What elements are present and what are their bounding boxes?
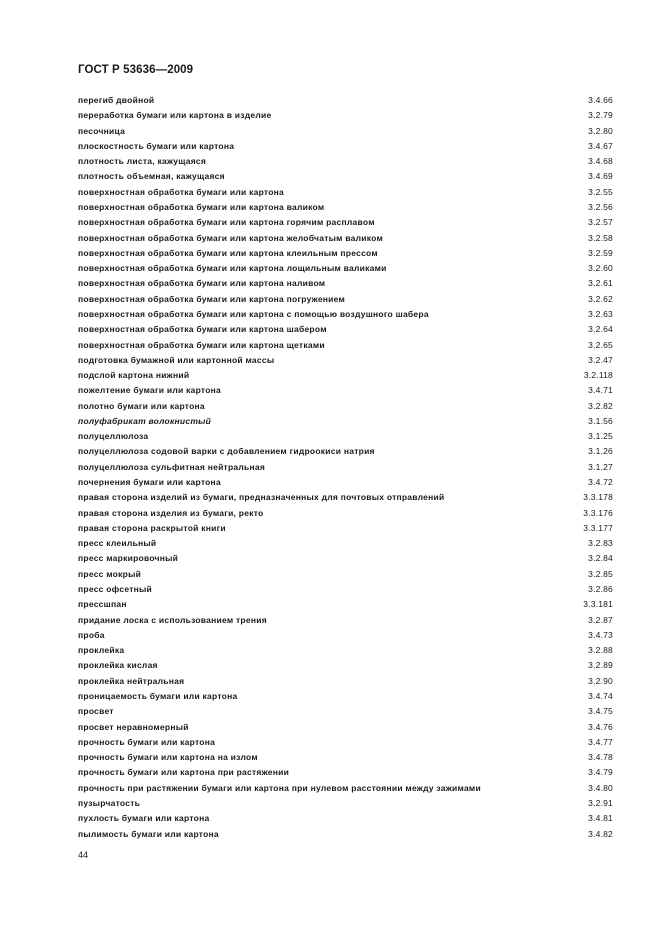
index-entry	[78, 368, 613, 383]
index-code: 3.2.79	[588, 110, 613, 121]
index-code: 3.2.91	[588, 797, 613, 808]
index-entry	[78, 246, 613, 261]
index-code: 3.2.89	[588, 660, 613, 671]
index-code: 3.1.56	[588, 415, 613, 426]
index-entry	[78, 154, 613, 169]
index-code: 3.3.177	[583, 522, 613, 533]
index-term: правая сторона изделия из бумаги, ректо	[78, 507, 264, 518]
index-code: 3.2.86	[588, 584, 613, 594]
index-entry	[78, 506, 613, 521]
index-entry	[78, 383, 613, 398]
index-code: 3.2.64	[588, 324, 613, 335]
index-term: пухлость бумаги или картона	[78, 813, 210, 824]
index-entry	[78, 414, 613, 429]
index-code: 3.4.78	[588, 752, 613, 763]
index-term: поверхностная обработка бумаги или картона валиком	[78, 201, 325, 212]
index-term: плоскостность бумаги или картона	[78, 140, 235, 151]
index-entry	[78, 475, 613, 490]
index-term: пожелтение бумаги или картона	[78, 385, 222, 396]
index-term: поверхностная обработка бумаги или картона с помощью воздушного шабера	[78, 308, 429, 319]
index-code: 3.4.82	[588, 828, 613, 839]
index-term: полуцеллюлоза	[78, 431, 149, 442]
index-term: полуцеллюлоза содовой варки с добавлением гидроокиси натрия	[78, 446, 375, 457]
index-entry	[78, 750, 613, 765]
index-term: придание лоска с использованием трения	[78, 614, 267, 625]
index-code: 3.4.73	[588, 629, 613, 640]
index-code: 3.4.66	[588, 95, 613, 105]
index-term: поверхностная обработка бумаги или картона горячим расплавом	[78, 217, 375, 228]
index-entry	[78, 460, 613, 475]
index-code: 3.2.118	[583, 370, 613, 381]
index-entry	[78, 536, 613, 551]
index-term: плотность объемная, кажущаяся	[78, 171, 225, 182]
index-code: 3.2.58	[588, 232, 613, 243]
index-code: 3.4.72	[588, 477, 613, 488]
index-code: 3.2.80	[588, 125, 613, 136]
index-code: 3.2.90	[588, 675, 613, 686]
index-term: пресс мокрый	[78, 568, 142, 579]
index-term: проклейка	[78, 645, 125, 656]
index-entry	[78, 490, 613, 505]
index-term: правая сторона раскрытой книги	[78, 522, 226, 533]
index-term: правая сторона изделий из бумаги, предназначенных для почтовых отправлений	[78, 492, 445, 503]
index-term: песочница	[78, 125, 126, 136]
index-code: 3.2.82	[588, 400, 613, 411]
index-entry	[78, 307, 613, 322]
index-code: 3.2.57	[588, 217, 613, 228]
index-term: пылимость бумаги или картона	[78, 828, 219, 839]
index-entry	[78, 338, 613, 353]
index-entry	[78, 322, 613, 337]
index-term: прочность при растяжении бумаги или картона при нулевом расстоянии между зажимами	[78, 782, 481, 793]
index-entry	[78, 781, 613, 796]
index-code: 3.4.81	[588, 813, 613, 824]
index-term: просвет	[78, 706, 114, 717]
index-entry	[78, 827, 613, 842]
index-code: 3.2.47	[588, 354, 613, 365]
index-term: поверхностная обработка бумаги или картона шабером	[78, 324, 327, 335]
index-code: 3.4.76	[588, 721, 613, 732]
index-term: поверхностная обработка бумаги или картона лощильным валиками	[78, 263, 387, 274]
index-term: проклейка нейтральная	[78, 675, 185, 686]
index-entry	[78, 215, 613, 230]
index-code: 3.3.178	[583, 492, 613, 503]
index-entry	[78, 521, 613, 536]
document-header: ГОСТ Р 53636—2009	[78, 64, 194, 76]
index-code: 3.2.83	[588, 538, 613, 549]
index-entry	[78, 796, 613, 811]
index-term: проклейка кислая	[78, 660, 158, 671]
index-term: проба	[78, 629, 105, 640]
index-code: 3.2.63	[588, 308, 613, 319]
index-entry	[78, 567, 613, 582]
index-entry	[78, 720, 613, 735]
index-entry	[78, 811, 613, 826]
index-entry	[78, 108, 613, 123]
index-code: 3.3.181	[583, 599, 613, 610]
index-entry	[78, 353, 613, 368]
index-entry	[78, 704, 613, 719]
index-term: поверхностная обработка бумаги или картона	[78, 186, 285, 197]
index-term: полуфабрикат волокнистый	[78, 415, 212, 426]
page-number: 44	[78, 850, 89, 860]
index-term: почернения бумаги или картона	[78, 477, 221, 488]
index-code: 3.2.56	[588, 201, 613, 212]
index-entry	[78, 399, 613, 414]
index-term: плотность листа, кажущаяся	[78, 156, 207, 167]
index-code: 3.2.85	[588, 568, 613, 579]
index-entry	[78, 185, 613, 200]
index-term: пресс офсетный	[78, 584, 153, 594]
index-list	[78, 93, 613, 842]
index-term: прочность бумаги или картона при растяжении	[78, 767, 290, 778]
index-code: 3.1.25	[588, 431, 613, 442]
index-code: 3.2.62	[588, 293, 613, 304]
index-code: 3.2.61	[588, 278, 613, 289]
index-code: 3.4.67	[588, 140, 613, 151]
index-code: 3.2.87	[588, 614, 613, 625]
index-term: прессшпан	[78, 599, 127, 610]
index-entry	[78, 276, 613, 291]
index-entry	[78, 200, 613, 215]
index-entry	[78, 551, 613, 566]
index-term: полуцеллюлоза сульфитная нейтральная	[78, 461, 266, 472]
index-term: перегиб двойной	[78, 95, 155, 105]
index-term: пресс клеильный	[78, 538, 157, 549]
index-code: 3.2.59	[588, 247, 613, 258]
index-code: 3.4.79	[588, 767, 613, 778]
index-term: просвет неравномерный	[78, 721, 189, 732]
index-code: 3.2.84	[588, 553, 613, 564]
index-term: подслой картона нижний	[78, 370, 190, 381]
index-entry	[78, 689, 613, 704]
index-code: 3.4.69	[588, 171, 613, 182]
index-code: 3.2.60	[588, 263, 613, 274]
index-term: переработка бумаги или картона в изделие	[78, 110, 272, 121]
index-code: 3.4.71	[588, 385, 613, 396]
index-entry	[78, 261, 613, 276]
index-entry	[78, 93, 613, 108]
index-entry	[78, 597, 613, 612]
index-entry	[78, 643, 613, 658]
index-code: 3.4.80	[588, 782, 613, 793]
index-term: поверхностная обработка бумаги или картона клеильным прессом	[78, 247, 378, 258]
index-entry	[78, 628, 613, 643]
index-code: 3.2.88	[588, 645, 613, 656]
index-entry	[78, 674, 613, 689]
index-entry	[78, 231, 613, 246]
index-code: 3.1.26	[588, 446, 613, 457]
index-entry	[78, 582, 613, 597]
index-code: 3.3.176	[583, 507, 613, 518]
index-term: подготовка бумажной или картонной массы	[78, 354, 275, 365]
index-term: проницаемость бумаги или картона	[78, 690, 238, 701]
index-entry	[78, 124, 613, 139]
index-term: поверхностная обработка бумаги или картона наливом	[78, 278, 326, 289]
index-code: 3.4.74	[588, 690, 613, 701]
index-term: пресс маркировочный	[78, 553, 179, 564]
index-term: полотно бумаги или картона	[78, 400, 205, 411]
index-entry	[78, 444, 613, 459]
index-code: 3.4.77	[588, 736, 613, 747]
index-entry	[78, 765, 613, 780]
index-term: поверхностная обработка бумаги или картона погружением	[78, 293, 346, 304]
index-code: 3.2.65	[588, 339, 613, 350]
index-term: пузырчатость	[78, 797, 141, 808]
index-term: прочность бумаги или картона на излом	[78, 752, 258, 763]
index-entry	[78, 292, 613, 307]
index-code: 3.2.55	[588, 186, 613, 197]
index-entry	[78, 169, 613, 184]
index-code: 3.4.75	[588, 706, 613, 717]
index-entry	[78, 613, 613, 628]
index-entry	[78, 658, 613, 673]
index-term: поверхностная обработка бумаги или картона щетками	[78, 339, 325, 350]
index-entry	[78, 735, 613, 750]
index-code: 3.4.68	[588, 156, 613, 167]
index-term: поверхностная обработка бумаги или картона желобчатым валиком	[78, 232, 384, 243]
index-term: прочность бумаги или картона	[78, 736, 216, 747]
index-code: 3.1.27	[588, 461, 613, 472]
index-entry	[78, 429, 613, 444]
index-entry	[78, 139, 613, 154]
